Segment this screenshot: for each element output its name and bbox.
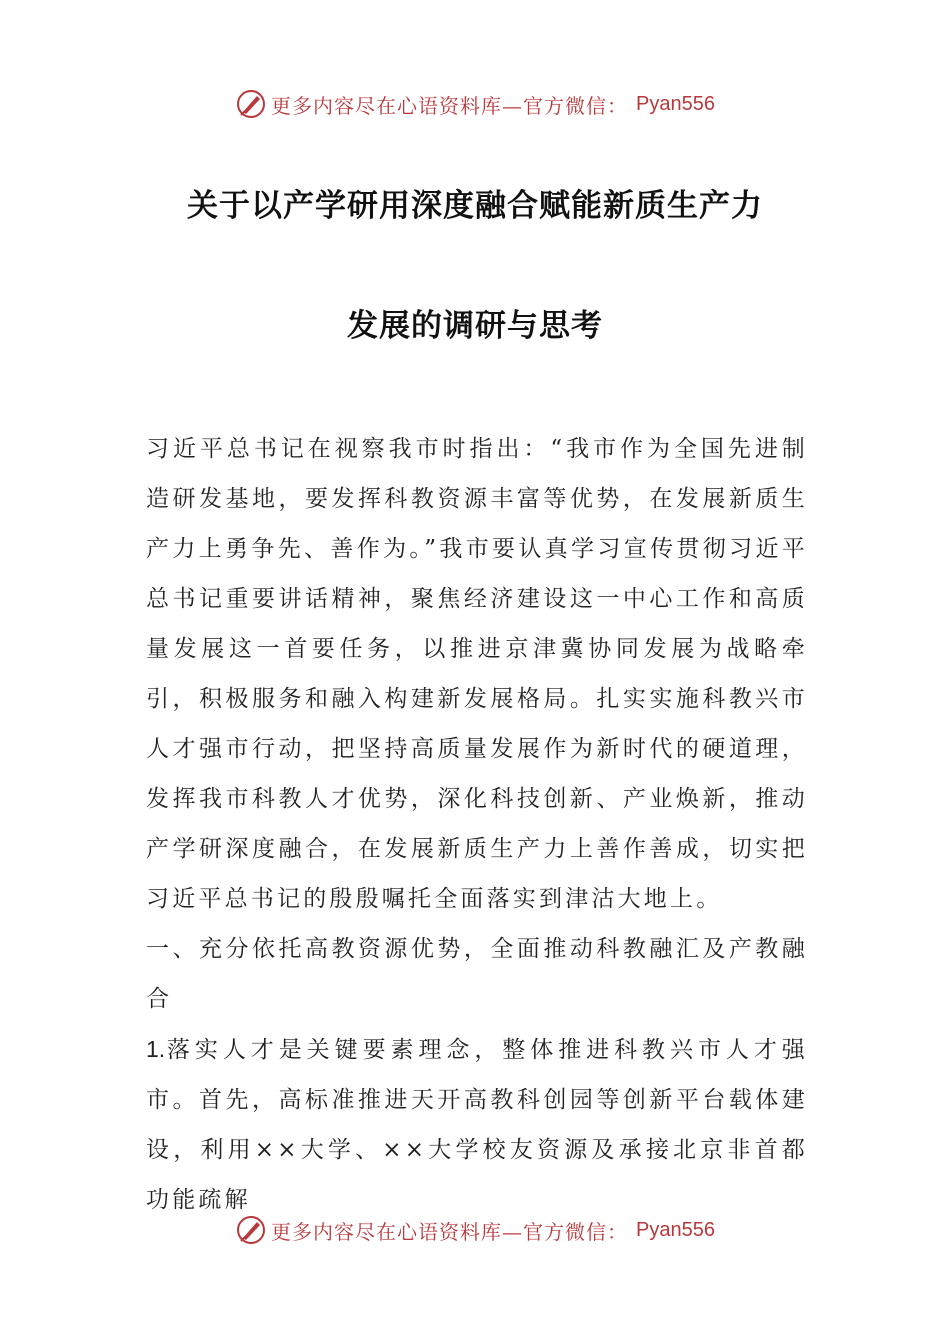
watermark-wechat-id: Pyan556	[636, 1218, 715, 1241]
watermark-wechat-id: Pyan556	[636, 92, 715, 115]
item-1-paragraph	[146, 1024, 808, 1225]
document-title-line-1: 关于以产学研用深度融合赋能新质生产力	[187, 188, 763, 224]
quill-pen-logo-icon	[235, 1214, 267, 1246]
item-1-number: 1.	[146, 1036, 166, 1062]
document-body	[146, 424, 808, 1225]
watermark-text: 更多内容尽在心语资料库—官方微信：	[271, 1219, 629, 1244]
watermark-header	[0, 84, 950, 124]
document-title-line-2: 发展的调研与思考	[347, 308, 603, 344]
watermark-footer	[0, 1210, 950, 1250]
section-1-heading: 一、充分依托高教资源优势，全面推动科教融汇及产教融合	[146, 936, 808, 1012]
quill-pen-logo-icon	[235, 88, 267, 120]
intro-paragraph: 习近平总书记在视察我市时指出：“我市作为全国先进制造研发基地，要发挥科教资源丰富等优势，在发展新质生产力上勇争先、善作为。”我市要认真学习宣传贯彻习近平总书记重要讲话精神，聚焦经济建设这一中心工作和高质量发展这一首要任务，以推进京津冀协同发展为战略牵引，积极服务和融入构建新发展格局。扎实实施科教兴市人才强市行动，把坚持高质量发展作为新时代的硬道理，发挥我市科教人才优势，深化科技创新、产业焕新，推动产学研深度融合，在发展新质生产力上善作善成，切实把习近平总书记的殷殷嘱托全面落实到津沽大地上。	[146, 436, 808, 912]
watermark-text: 更多内容尽在心语资料库—官方微信：	[271, 93, 629, 118]
item-1-text: 落实人才是关键要素理念，整体推进科教兴市人才强市。首先，高标准推进天开高教科创园等创新平台载体建设，利用××大学、××大学校友资源及承接北京非首都功能疏解	[146, 1037, 808, 1213]
